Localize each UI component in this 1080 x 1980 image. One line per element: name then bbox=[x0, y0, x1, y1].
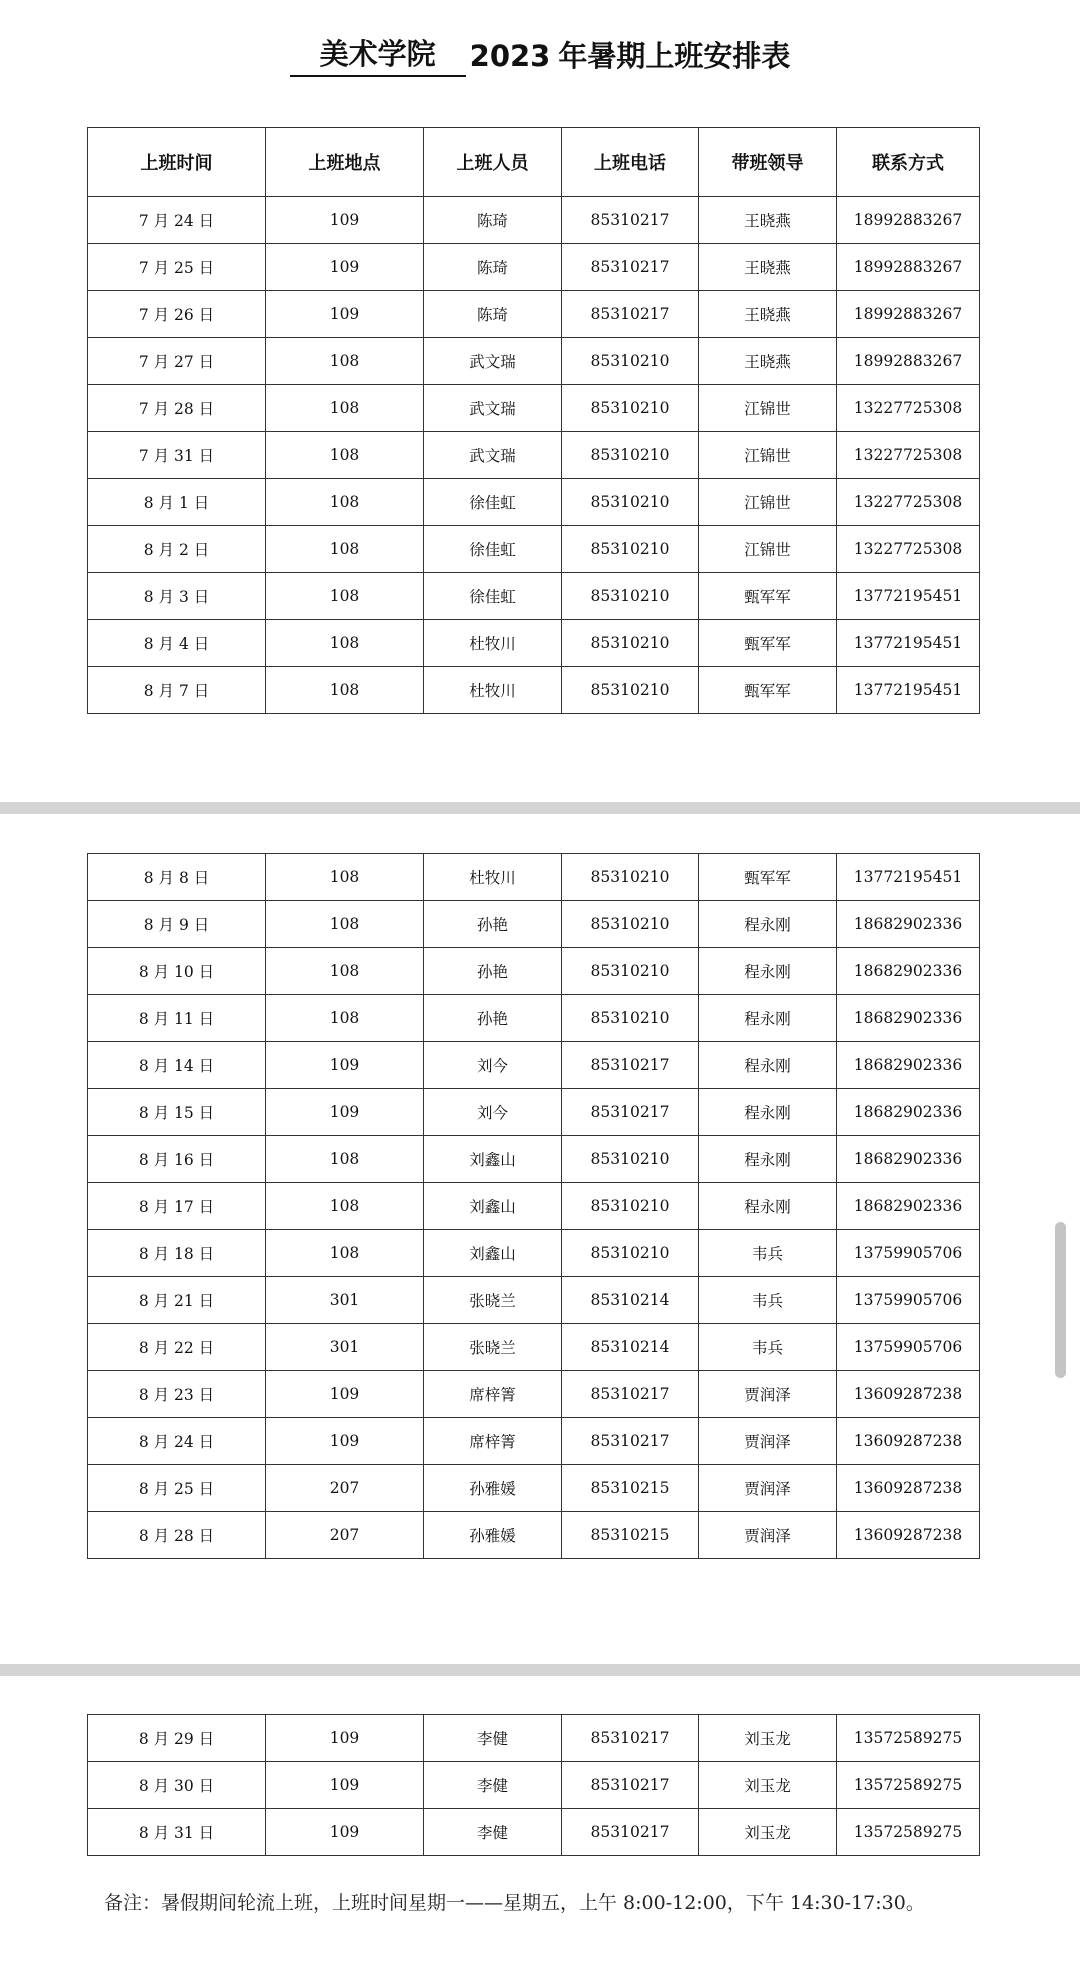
cell-office-phone: 85310210 bbox=[562, 667, 699, 714]
cell-leader: 甄军军 bbox=[699, 573, 837, 620]
table-row bbox=[88, 1183, 980, 1230]
cell-contact: 13572589275 bbox=[837, 1762, 980, 1809]
cell-leader: 刘玉龙 bbox=[699, 1809, 837, 1856]
cell-office-phone: 85310210 bbox=[562, 526, 699, 573]
table-row bbox=[88, 1136, 980, 1183]
cell-location: 108 bbox=[266, 1183, 424, 1230]
table-row bbox=[88, 1230, 980, 1277]
cell-staff: 李健 bbox=[424, 1715, 562, 1762]
table-row bbox=[88, 526, 980, 573]
cell-staff: 徐佳虹 bbox=[424, 573, 562, 620]
cell-staff: 孙雅媛 bbox=[424, 1512, 562, 1559]
table-row bbox=[88, 1324, 980, 1371]
cell-staff: 张晓兰 bbox=[424, 1277, 562, 1324]
cell-location: 108 bbox=[266, 385, 424, 432]
cell-location: 109 bbox=[266, 1715, 424, 1762]
cell-location: 108 bbox=[266, 667, 424, 714]
cell-office-phone: 85310217 bbox=[562, 244, 699, 291]
table-row bbox=[88, 948, 980, 995]
table-row bbox=[88, 1715, 980, 1762]
title-text: 年暑期上班安排表 bbox=[558, 39, 791, 73]
table-row bbox=[88, 901, 980, 948]
cell-office-phone: 85310215 bbox=[562, 1465, 699, 1512]
title-year: 2023 bbox=[469, 39, 551, 73]
cell-date: 8 月 24 日 bbox=[88, 1418, 266, 1465]
cell-leader: 程永刚 bbox=[699, 1089, 837, 1136]
cell-office-phone: 85310210 bbox=[562, 573, 699, 620]
cell-date: 8 月 2 日 bbox=[88, 526, 266, 573]
cell-staff: 张晓兰 bbox=[424, 1324, 562, 1371]
title-department: 美术学院 bbox=[290, 35, 466, 77]
cell-staff: 武文瑞 bbox=[424, 432, 562, 479]
table-row bbox=[88, 385, 980, 432]
cell-contact: 13572589275 bbox=[837, 1809, 980, 1856]
cell-location: 108 bbox=[266, 620, 424, 667]
cell-staff: 杜牧川 bbox=[424, 667, 562, 714]
cell-leader: 刘玉龙 bbox=[699, 1762, 837, 1809]
cell-leader: 甄军军 bbox=[699, 620, 837, 667]
cell-leader: 王晓燕 bbox=[699, 244, 837, 291]
cell-date: 7 月 27 日 bbox=[88, 338, 266, 385]
cell-office-phone: 85310217 bbox=[562, 197, 699, 244]
cell-office-phone: 85310210 bbox=[562, 432, 699, 479]
cell-location: 109 bbox=[266, 291, 424, 338]
table-row bbox=[88, 338, 980, 385]
cell-leader: 程永刚 bbox=[699, 901, 837, 948]
cell-office-phone: 85310217 bbox=[562, 1089, 699, 1136]
cell-office-phone: 85310217 bbox=[562, 1042, 699, 1089]
cell-date: 8 月 11 日 bbox=[88, 995, 266, 1042]
schedule-table-page-1 bbox=[87, 127, 980, 714]
table-row bbox=[88, 244, 980, 291]
cell-location: 108 bbox=[266, 338, 424, 385]
cell-contact: 18682902336 bbox=[837, 901, 980, 948]
cell-staff: 陈琦 bbox=[424, 244, 562, 291]
cell-staff: 刘鑫山 bbox=[424, 1183, 562, 1230]
cell-location: 108 bbox=[266, 526, 424, 573]
cell-staff: 陈琦 bbox=[424, 197, 562, 244]
cell-contact: 18992883267 bbox=[837, 197, 980, 244]
cell-leader: 程永刚 bbox=[699, 1136, 837, 1183]
cell-staff: 刘今 bbox=[424, 1042, 562, 1089]
cell-date: 8 月 10 日 bbox=[88, 948, 266, 995]
cell-office-phone: 85310210 bbox=[562, 385, 699, 432]
cell-date: 8 月 16 日 bbox=[88, 1136, 266, 1183]
cell-staff: 杜牧川 bbox=[424, 620, 562, 667]
cell-staff: 孙艳 bbox=[424, 901, 562, 948]
cell-leader: 贾润泽 bbox=[699, 1418, 837, 1465]
table-row bbox=[88, 479, 980, 526]
cell-contact: 18682902336 bbox=[837, 1089, 980, 1136]
cell-contact: 13772195451 bbox=[837, 854, 980, 901]
table-row bbox=[88, 1371, 980, 1418]
cell-contact: 18992883267 bbox=[837, 338, 980, 385]
cell-location: 108 bbox=[266, 479, 424, 526]
cell-leader: 贾润泽 bbox=[699, 1465, 837, 1512]
header-work-location: 上班地点 bbox=[266, 128, 424, 197]
cell-location: 108 bbox=[266, 995, 424, 1042]
table-row bbox=[88, 620, 980, 667]
cell-date: 8 月 4 日 bbox=[88, 620, 266, 667]
cell-date: 8 月 3 日 bbox=[88, 573, 266, 620]
cell-office-phone: 85310210 bbox=[562, 854, 699, 901]
cell-leader: 甄军军 bbox=[699, 854, 837, 901]
page-separator bbox=[0, 1664, 1080, 1676]
cell-location: 109 bbox=[266, 1762, 424, 1809]
cell-contact: 13759905706 bbox=[837, 1277, 980, 1324]
cell-contact: 13227725308 bbox=[837, 385, 980, 432]
page-title bbox=[0, 28, 1080, 84]
cell-location: 301 bbox=[266, 1324, 424, 1371]
cell-contact: 18992883267 bbox=[837, 291, 980, 338]
cell-location: 108 bbox=[266, 854, 424, 901]
cell-date: 8 月 17 日 bbox=[88, 1183, 266, 1230]
cell-contact: 13572589275 bbox=[837, 1715, 980, 1762]
cell-leader: 韦兵 bbox=[699, 1277, 837, 1324]
cell-location: 108 bbox=[266, 1230, 424, 1277]
cell-location: 109 bbox=[266, 244, 424, 291]
cell-office-phone: 85310217 bbox=[562, 1418, 699, 1465]
cell-leader: 程永刚 bbox=[699, 995, 837, 1042]
cell-office-phone: 85310210 bbox=[562, 995, 699, 1042]
cell-contact: 13609287238 bbox=[837, 1465, 980, 1512]
cell-date: 8 月 8 日 bbox=[88, 854, 266, 901]
cell-location: 108 bbox=[266, 1136, 424, 1183]
cell-location: 108 bbox=[266, 948, 424, 995]
cell-office-phone: 85310217 bbox=[562, 1715, 699, 1762]
cell-contact: 13227725308 bbox=[837, 526, 980, 573]
cell-staff: 席梓箐 bbox=[424, 1418, 562, 1465]
cell-location: 109 bbox=[266, 1418, 424, 1465]
table-row bbox=[88, 995, 980, 1042]
table-row bbox=[88, 854, 980, 901]
cell-date: 7 月 31 日 bbox=[88, 432, 266, 479]
table-row bbox=[88, 1089, 980, 1136]
cell-leader: 王晓燕 bbox=[699, 197, 837, 244]
cell-contact: 18682902336 bbox=[837, 948, 980, 995]
table-row bbox=[88, 1512, 980, 1559]
table-row bbox=[88, 1418, 980, 1465]
cell-location: 109 bbox=[266, 1371, 424, 1418]
cell-office-phone: 85310210 bbox=[562, 620, 699, 667]
cell-date: 8 月 18 日 bbox=[88, 1230, 266, 1277]
cell-office-phone: 85310217 bbox=[562, 291, 699, 338]
table-row bbox=[88, 667, 980, 714]
cell-location: 109 bbox=[266, 1042, 424, 1089]
cell-date: 8 月 30 日 bbox=[88, 1762, 266, 1809]
cell-contact: 13772195451 bbox=[837, 667, 980, 714]
cell-date: 8 月 28 日 bbox=[88, 1512, 266, 1559]
cell-leader: 刘玉龙 bbox=[699, 1715, 837, 1762]
cell-location: 108 bbox=[266, 573, 424, 620]
cell-date: 8 月 25 日 bbox=[88, 1465, 266, 1512]
cell-date: 8 月 29 日 bbox=[88, 1715, 266, 1762]
cell-location: 207 bbox=[266, 1465, 424, 1512]
cell-staff: 孙艳 bbox=[424, 995, 562, 1042]
table-row bbox=[88, 1277, 980, 1324]
cell-staff: 杜牧川 bbox=[424, 854, 562, 901]
cell-location: 301 bbox=[266, 1277, 424, 1324]
cell-date: 8 月 23 日 bbox=[88, 1371, 266, 1418]
cell-staff: 徐佳虹 bbox=[424, 526, 562, 573]
cell-leader: 韦兵 bbox=[699, 1230, 837, 1277]
cell-staff: 陈琦 bbox=[424, 291, 562, 338]
cell-leader: 王晓燕 bbox=[699, 291, 837, 338]
cell-leader: 江锦世 bbox=[699, 432, 837, 479]
cell-leader: 程永刚 bbox=[699, 1183, 837, 1230]
cell-contact: 13759905706 bbox=[837, 1324, 980, 1371]
header-work-date: 上班时间 bbox=[88, 128, 266, 197]
cell-location: 207 bbox=[266, 1512, 424, 1559]
scrollbar-thumb[interactable] bbox=[1055, 1222, 1066, 1378]
cell-date: 7 月 26 日 bbox=[88, 291, 266, 338]
table-header-row bbox=[88, 128, 980, 197]
cell-leader: 程永刚 bbox=[699, 1042, 837, 1089]
cell-office-phone: 85310217 bbox=[562, 1762, 699, 1809]
cell-office-phone: 85310217 bbox=[562, 1809, 699, 1856]
cell-date: 8 月 9 日 bbox=[88, 901, 266, 948]
cell-staff: 李健 bbox=[424, 1762, 562, 1809]
table-row bbox=[88, 291, 980, 338]
cell-staff: 武文瑞 bbox=[424, 385, 562, 432]
header-contact: 联系方式 bbox=[837, 128, 980, 197]
cell-office-phone: 85310210 bbox=[562, 1183, 699, 1230]
cell-location: 108 bbox=[266, 432, 424, 479]
cell-contact: 18682902336 bbox=[837, 1136, 980, 1183]
table-row bbox=[88, 197, 980, 244]
cell-date: 8 月 21 日 bbox=[88, 1277, 266, 1324]
cell-staff: 刘鑫山 bbox=[424, 1230, 562, 1277]
cell-office-phone: 85310210 bbox=[562, 1230, 699, 1277]
cell-leader: 江锦世 bbox=[699, 385, 837, 432]
cell-office-phone: 85310215 bbox=[562, 1512, 699, 1559]
cell-staff: 武文瑞 bbox=[424, 338, 562, 385]
table-row bbox=[88, 1809, 980, 1856]
cell-leader: 贾润泽 bbox=[699, 1512, 837, 1559]
cell-staff: 席梓箐 bbox=[424, 1371, 562, 1418]
cell-leader: 江锦世 bbox=[699, 526, 837, 573]
cell-location: 108 bbox=[266, 901, 424, 948]
table-row bbox=[88, 1762, 980, 1809]
cell-date: 8 月 22 日 bbox=[88, 1324, 266, 1371]
header-staff: 上班人员 bbox=[424, 128, 562, 197]
cell-contact: 18992883267 bbox=[837, 244, 980, 291]
header-office-phone: 上班电话 bbox=[562, 128, 699, 197]
cell-leader: 程永刚 bbox=[699, 948, 837, 995]
cell-contact: 13609287238 bbox=[837, 1418, 980, 1465]
cell-office-phone: 85310217 bbox=[562, 1371, 699, 1418]
cell-contact: 13227725308 bbox=[837, 432, 980, 479]
cell-leader: 贾润泽 bbox=[699, 1371, 837, 1418]
header-leader: 带班领导 bbox=[699, 128, 837, 197]
cell-office-phone: 85310210 bbox=[562, 479, 699, 526]
footnote: 备注：暑假期间轮流上班，上班时间星期一——星期五，上午 8:00-12:00，下午 14:30-17:30。 bbox=[104, 1892, 925, 1914]
cell-date: 7 月 28 日 bbox=[88, 385, 266, 432]
cell-staff: 孙艳 bbox=[424, 948, 562, 995]
cell-date: 8 月 31 日 bbox=[88, 1809, 266, 1856]
cell-staff: 李健 bbox=[424, 1809, 562, 1856]
cell-leader: 江锦世 bbox=[699, 479, 837, 526]
cell-date: 7 月 24 日 bbox=[88, 197, 266, 244]
cell-location: 109 bbox=[266, 1089, 424, 1136]
cell-staff: 刘今 bbox=[424, 1089, 562, 1136]
cell-location: 109 bbox=[266, 1809, 424, 1856]
cell-date: 8 月 15 日 bbox=[88, 1089, 266, 1136]
cell-date: 7 月 25 日 bbox=[88, 244, 266, 291]
cell-office-phone: 85310210 bbox=[562, 901, 699, 948]
table-row bbox=[88, 1042, 980, 1089]
schedule-table-page-3 bbox=[87, 1714, 980, 1856]
cell-office-phone: 85310210 bbox=[562, 948, 699, 995]
cell-leader: 韦兵 bbox=[699, 1324, 837, 1371]
cell-leader: 甄军军 bbox=[699, 667, 837, 714]
cell-staff: 徐佳虹 bbox=[424, 479, 562, 526]
cell-staff: 孙雅媛 bbox=[424, 1465, 562, 1512]
cell-contact: 13759905706 bbox=[837, 1230, 980, 1277]
cell-staff: 刘鑫山 bbox=[424, 1136, 562, 1183]
schedule-table-page-2 bbox=[87, 853, 980, 1559]
table-row bbox=[88, 1465, 980, 1512]
page-separator bbox=[0, 802, 1080, 814]
cell-contact: 13772195451 bbox=[837, 620, 980, 667]
cell-office-phone: 85310210 bbox=[562, 1136, 699, 1183]
cell-contact: 13609287238 bbox=[837, 1512, 980, 1559]
cell-contact: 13227725308 bbox=[837, 479, 980, 526]
cell-office-phone: 85310210 bbox=[562, 338, 699, 385]
cell-date: 8 月 14 日 bbox=[88, 1042, 266, 1089]
cell-leader: 王晓燕 bbox=[699, 338, 837, 385]
cell-date: 8 月 1 日 bbox=[88, 479, 266, 526]
table-row bbox=[88, 573, 980, 620]
cell-office-phone: 85310214 bbox=[562, 1324, 699, 1371]
cell-contact: 18682902336 bbox=[837, 1183, 980, 1230]
cell-date: 8 月 7 日 bbox=[88, 667, 266, 714]
cell-contact: 13772195451 bbox=[837, 573, 980, 620]
cell-location: 109 bbox=[266, 197, 424, 244]
cell-contact: 18682902336 bbox=[837, 1042, 980, 1089]
table-row bbox=[88, 432, 980, 479]
cell-office-phone: 85310214 bbox=[562, 1277, 699, 1324]
cell-contact: 18682902336 bbox=[837, 995, 980, 1042]
cell-contact: 13609287238 bbox=[837, 1371, 980, 1418]
